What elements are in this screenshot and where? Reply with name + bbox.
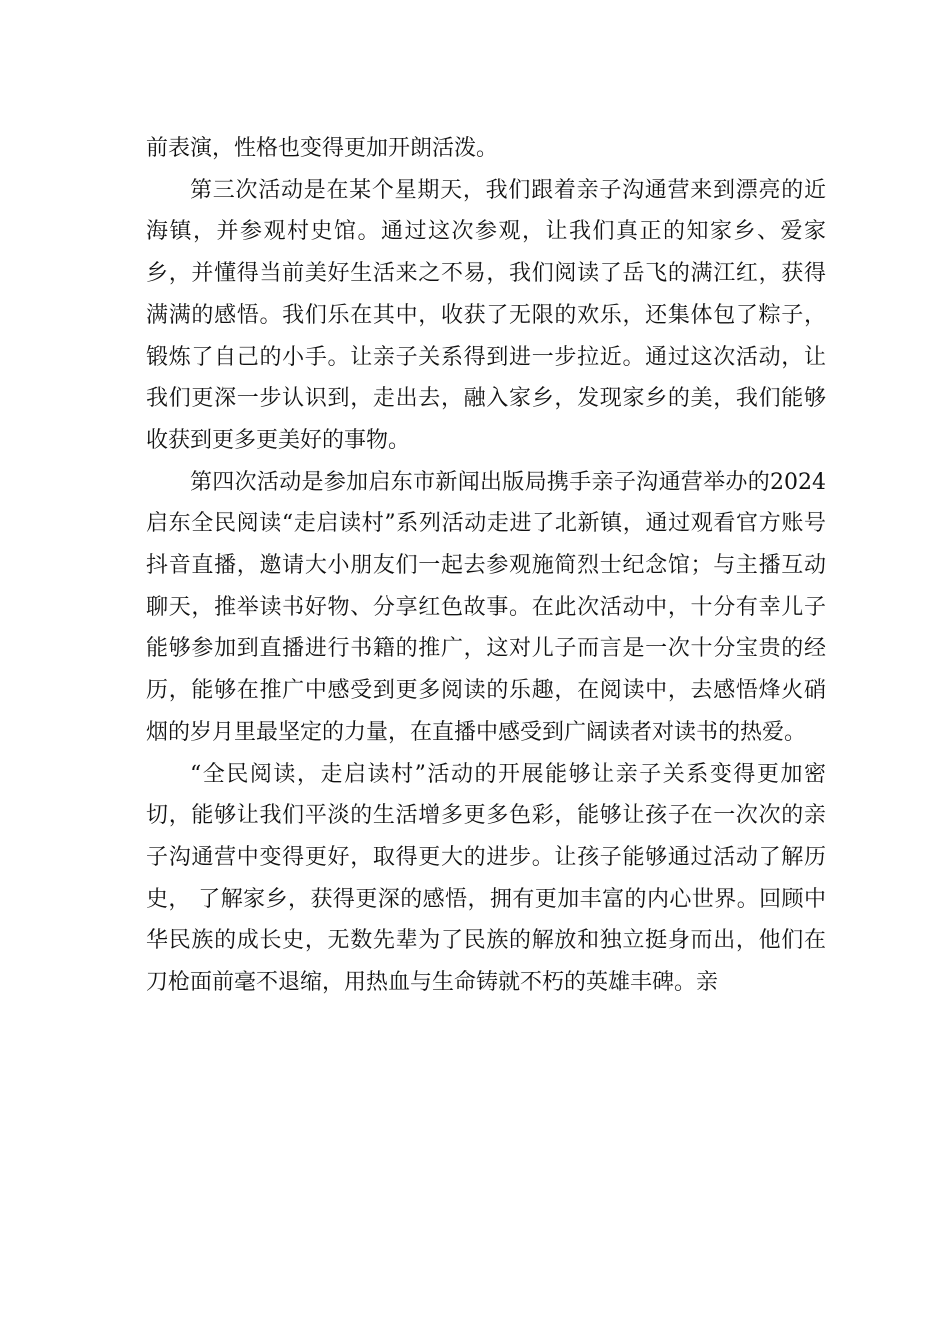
document-body <box>146 128 826 1004</box>
paragraph-third-activity: 第三次活动是在某个星期天，我们跟着亲子沟通营来到漂亮的近海镇，并参观村史馆。通过这次参观，让我们真正的知家乡、爱家乡，并懂得当前美好生活来之不易，我们阅读了岳飞的满江红，获得满满的感悟。我们乐在其中，收获了无限的欢乐，还集体包了粽子，锻炼了自己的小手。让亲子关系得到进一步拉近。通过这次活动，让我们更深一步认识到，走出去，融入家乡，发现家乡的美，我们能够收获到更多更美好的事物。 <box>146 177 826 453</box>
paragraph-fourth-activity: 第四次活动是参加启东市新闻出版局携手亲子沟通营举办的2024启东全民阅读“走启读村”系列活动走进了北新镇，通过观看官方账号抖音直播，邀请大小朋友们一起去参观施简烈士纪念馆；与主播互动聊天，推举读书好物、分享红色故事。在此次活动中，十分有幸儿子能够参加到直播进行书籍的推广，这对儿子而言是一次十分宝贵的经历，能够在推广中感受到更多阅读的乐趣，在阅读中，去感悟烽火硝烟的岁月里最坚定的力量，在直播中感受到广阔读者对读书的热爱。 <box>146 469 826 745</box>
paragraph-continuation: 前表演，性格也变得更加开朗活泼。 <box>146 136 499 161</box>
paragraph-reading-summary: “全民阅读，走启读村”活动的开展能够让亲子关系变得更加密切，能够让我们平淡的生活增多更多色彩，能够让孩子在一次次的亲子沟通营中变得更好，取得更大的进步。让孩子能够通过活动了解历史， 了解家乡，获得更深的感悟，拥有更加丰富的内心世界。回顾中华民族的成长史，无数先辈为了民族的解放和独立挺身而出，他们在刀枪面前毫不退缩，用热血与生命铸就不朽的英雄丰碑。亲 <box>146 761 826 996</box>
